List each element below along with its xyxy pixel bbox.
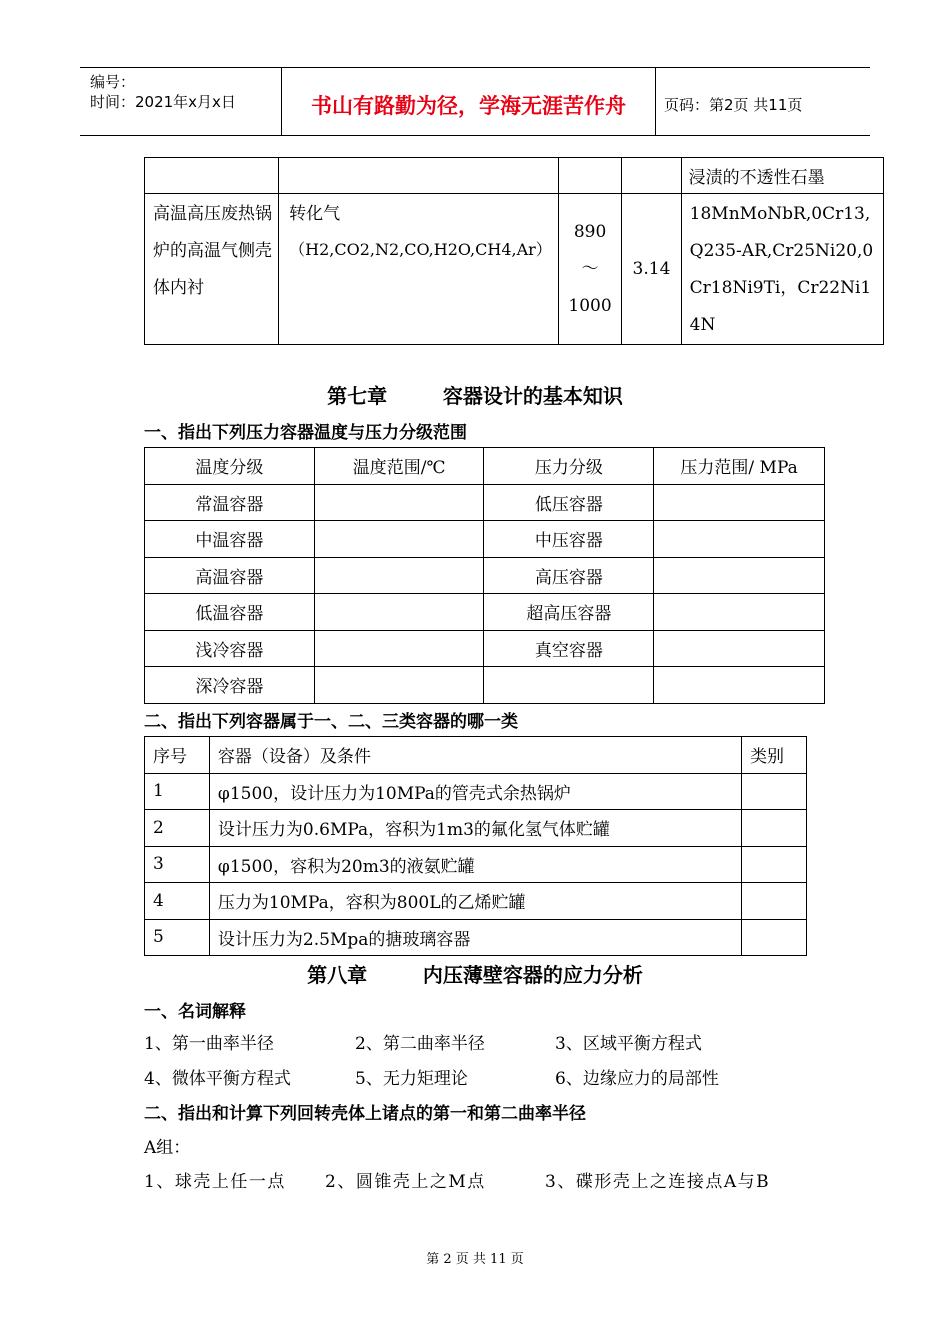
time-label: 时间：2021年x月x日	[90, 93, 236, 111]
table-header-cell: 序号	[145, 737, 210, 774]
table-cell	[314, 667, 484, 704]
table-cell: 4	[145, 883, 210, 920]
table-cell: 中温容器	[145, 521, 315, 558]
table-cell	[314, 630, 484, 667]
table-cell	[314, 521, 484, 558]
table-cell	[654, 594, 825, 631]
table-cell: 低温容器	[145, 594, 315, 631]
table-cell: 5	[145, 919, 210, 956]
chapter8-section2: 二、指出和计算下列回转壳体上诸点的第一和第二曲率半径	[144, 1104, 586, 1124]
table-cell: 超高压容器	[484, 594, 654, 631]
table-cell: 压力为10MPa，容积为800L的乙烯贮罐	[209, 883, 741, 920]
material-table	[144, 157, 884, 345]
table-cell: 设计压力为0.6MPa，容积为1m3的氟化氢气体贮罐	[209, 810, 741, 847]
term-item: 5、无力矩理论	[355, 1069, 468, 1089]
table-cell: 高温高压废热锅炉的高温气侧壳体内衬	[145, 194, 279, 345]
table-cell: 1	[145, 773, 210, 810]
table-cell	[742, 773, 807, 810]
table-cell	[558, 158, 621, 194]
table-cell: 3	[145, 846, 210, 883]
table-cell	[654, 667, 825, 704]
table-cell	[742, 846, 807, 883]
table-row	[145, 667, 825, 704]
chapter8-section1: 一、名词解释	[144, 1002, 246, 1022]
table-cell	[279, 194, 559, 345]
chapter7-section1: 一、指出下列压力容器温度与压力分级范围	[144, 423, 467, 443]
table-cell	[654, 557, 825, 594]
table-header-cell: 温度范围/℃	[314, 448, 484, 485]
chapter7-section2: 二、指出下列容器属于一、二、三类容器的哪一类	[144, 712, 518, 732]
table-cell	[314, 484, 484, 521]
table-row	[145, 846, 807, 883]
table-row	[145, 630, 825, 667]
table-header-cell: 压力分级	[484, 448, 654, 485]
table-row	[145, 158, 884, 194]
table-row	[145, 883, 807, 920]
table-cell: φ1500，容积为20m3的液氨贮罐	[209, 846, 741, 883]
group-a-item: 2、圆锥壳上之M点	[325, 1172, 486, 1192]
table-cell: 真空容器	[484, 630, 654, 667]
page-label: 页码：第2页 共11页	[664, 96, 803, 114]
header-motto: 书山有路勤为径，学海无涯苦作舟	[311, 94, 626, 118]
table-cell: 2	[145, 810, 210, 847]
grading-table	[144, 447, 825, 704]
table-cell: φ1500，设计压力为10MPa的管壳式余热锅炉	[209, 773, 741, 810]
gas-name: 转化气	[289, 204, 341, 224]
table-header-cell: 压力范围/ MPa	[654, 448, 825, 485]
table-row	[145, 521, 825, 558]
table-header-cell: 类别	[742, 737, 807, 774]
header-divider-right	[655, 67, 656, 135]
temp-range-sep: ～	[581, 258, 599, 279]
table-row	[145, 594, 825, 631]
table-cell: 高温容器	[145, 557, 315, 594]
table-row	[145, 810, 807, 847]
header-bottom-rule	[80, 135, 870, 136]
table-row	[145, 557, 825, 594]
table-cell	[622, 158, 681, 194]
group-a-item: 1、球壳上任一点	[144, 1172, 286, 1192]
gas-composition: （H2,CO2,N2,CO,H2O,CH4,Ar）	[289, 240, 552, 259]
table-cell	[654, 630, 825, 667]
term-item: 6、边缘应力的局部性	[555, 1069, 719, 1089]
table-cell	[654, 484, 825, 521]
page-footer: 第 2 页 共 11 页	[426, 1252, 524, 1267]
term-item: 4、微体平衡方程式	[144, 1069, 291, 1089]
temp-low: 890	[573, 221, 607, 242]
table-cell: 深冷容器	[145, 667, 315, 704]
table-cell: 18MnMoNbR,0Cr13,Q235-AR,Cr25Ni20,0Cr18Ni9Ti，Cr22Ni14N	[681, 194, 883, 345]
table-cell: 低压容器	[484, 484, 654, 521]
table-cell: 浅冷容器	[145, 630, 315, 667]
doc-number-label: 编号：	[90, 73, 136, 91]
table-cell: 设计压力为2.5Mpa的搪玻璃容器	[209, 919, 741, 956]
temp-high: 1000	[568, 295, 612, 316]
header-top-rule	[80, 67, 870, 68]
chapter8-title: 第八章 内压薄壁容器的应力分析	[307, 963, 643, 987]
table-cell	[558, 194, 621, 345]
table-header-cell: 温度分级	[145, 448, 315, 485]
table-cell	[654, 521, 825, 558]
table-row	[145, 919, 807, 956]
table-header-row	[145, 448, 825, 485]
table-cell	[742, 883, 807, 920]
group-a-label: A组：	[144, 1138, 191, 1158]
table-cell	[314, 594, 484, 631]
table-row	[145, 194, 884, 345]
table-cell: 常温容器	[145, 484, 315, 521]
table-cell	[742, 810, 807, 847]
group-a-item: 3、碟形壳上之连接点A与B	[545, 1172, 771, 1192]
table-cell	[314, 557, 484, 594]
table-row	[145, 484, 825, 521]
table-cell: 高压容器	[484, 557, 654, 594]
table-header-row	[145, 737, 807, 774]
table-header-cell: 容器（设备）及条件	[209, 737, 741, 774]
chapter7-title: 第七章 容器设计的基本知识	[327, 384, 623, 408]
table-cell: 中压容器	[484, 521, 654, 558]
table-row	[145, 773, 807, 810]
term-item: 3、区域平衡方程式	[555, 1034, 702, 1054]
category-table	[144, 736, 807, 956]
table-cell	[145, 158, 279, 194]
table-cell	[742, 919, 807, 956]
term-item: 1、第一曲率半径	[144, 1034, 274, 1054]
table-cell	[279, 158, 559, 194]
term-item: 2、第二曲率半径	[355, 1034, 485, 1054]
table-cell	[484, 667, 654, 704]
table-cell: 浸渍的不透性石墨	[681, 158, 883, 194]
table-cell: 3.14	[622, 194, 681, 345]
